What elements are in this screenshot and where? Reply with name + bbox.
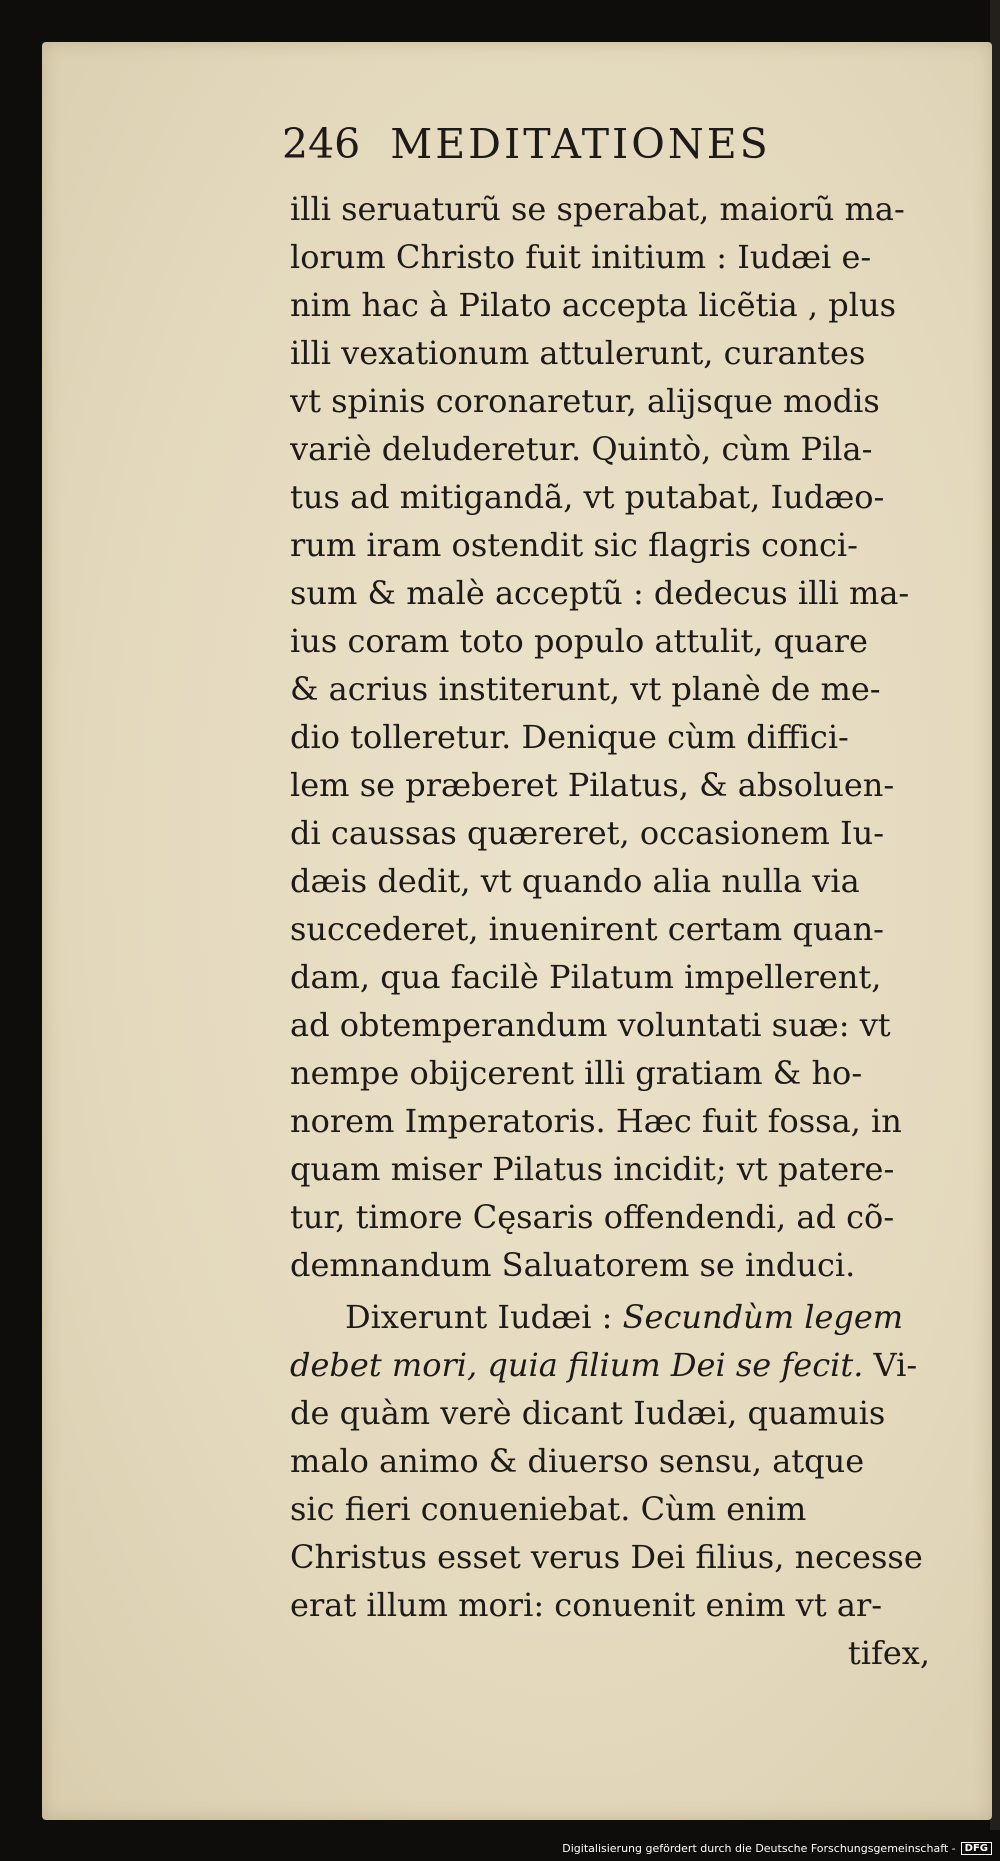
text-line: illi vexationum attulerunt, curantes — [290, 334, 866, 372]
digitization-footer — [562, 1842, 992, 1855]
text-line: lorum Christo fuit initium : Iudæi e- — [290, 238, 872, 276]
text-line: malo animo & diuerso sensu, atque — [290, 1442, 865, 1480]
text-line: demnandum Saluatorem se induci. — [290, 1246, 856, 1284]
text-block — [290, 185, 930, 1677]
text-line: & acrius institerunt, vt planè de me- — [290, 670, 881, 708]
page-number: 246 — [282, 120, 361, 168]
text-line: lem se præberet Pilatus, & absoluen- — [290, 766, 895, 804]
italic-quote: debet mori, quia filium Dei se fecit. — [290, 1346, 864, 1384]
text-span: Dixerunt Iudæi : — [345, 1298, 623, 1336]
text-line: sum & malè acceptũ : dedecus illi ma- — [290, 574, 910, 612]
text-line: di caussas quæreret, occasionem Iu- — [290, 814, 885, 852]
text-line: nim hac à Pilato accepta licẽtia , plus — [290, 286, 896, 324]
text-line: dæis dedit, vt quando alia nulla via — [290, 862, 860, 900]
text-line: illi seruaturũ se sperabat, maiorũ ma- — [290, 190, 905, 228]
text-line: de quàm verè dicant Iudæi, quamuis — [290, 1394, 886, 1432]
text-line — [290, 1341, 930, 1389]
text-line: erat illum mori: conuenit enim vt ar- — [290, 1586, 883, 1624]
text-line: vt spinis coronaretur, alijsque modis — [290, 382, 880, 420]
text-line: Christus esset verus Dei filius, necesse — [290, 1538, 923, 1576]
page-header — [282, 120, 771, 168]
dfg-logo: DFG — [961, 1842, 992, 1855]
text-line: dio tolleretur. Denique cùm diffici- — [290, 718, 849, 756]
text-line: dam, qua facilè Pilatum impellerent, — [290, 958, 882, 996]
text-line: ad obtemperandum voluntati suæ: vt — [290, 1006, 891, 1044]
text-line: quam miser Pilatus incidit; vt patere- — [290, 1150, 895, 1188]
italic-quote: Secundùm legem — [622, 1298, 904, 1336]
text-line: sic fieri conueniebat. Cùm enim — [290, 1490, 807, 1528]
text-line: tus ad mitigandã, vt putabat, Iudæo- — [290, 478, 885, 516]
paragraph-start-line — [290, 1293, 930, 1341]
catchword: tifex, — [847, 1634, 930, 1672]
text-line: norem Imperatoris. Hæc fuit fossa, in — [290, 1102, 902, 1140]
running-title: MEDITATIONES — [390, 120, 771, 168]
text-line: tur, timore Cęsaris offendendi, ad cõ- — [290, 1198, 895, 1236]
text-line: variè deluderetur. Quintò, cùm Pila- — [290, 430, 873, 468]
text-line: succederet, inuenirent certam quan- — [290, 910, 884, 948]
funding-credit: Digitalisierung gefördert durch die Deutsche Forschungsgemeinschaft - — [562, 1842, 956, 1855]
text-line: nempe obijcerent illi gratiam & ho- — [290, 1054, 863, 1092]
text-line: rum iram ostendit sic flagris conci- — [290, 526, 858, 564]
text-span: Vi- — [863, 1346, 918, 1384]
text-line: ius coram toto populo attulit, quare — [290, 622, 868, 660]
